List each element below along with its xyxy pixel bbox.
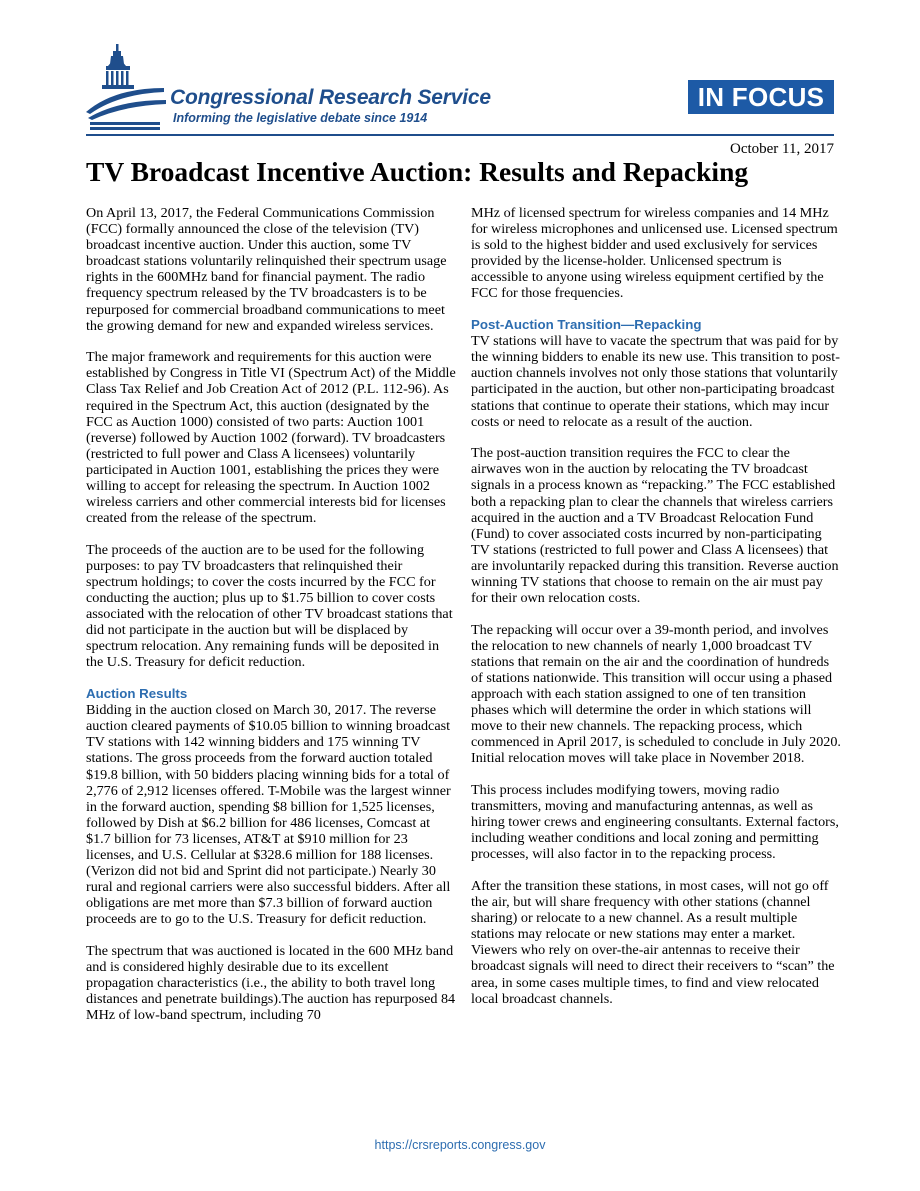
paragraph: This process includes modifying towers, moving radio transmitters, moving and manufacturing antennas, as well as hiring tower crews and engineering consultants. External factors, including weather conditions and local zoning and permitting processes, will also factor in to the repacking process.: [471, 782, 839, 863]
paragraph: The repacking will occur over a 39-month period, and involves the relocation to new channels of nearly 1,000 broadcast TV stations that remain on the air and the coordination of hundreds of stations nationwide. This transition will occur using a phased approach with each station assigned to one of ten transition phases which will determine the order in which stations will move to their new channels. The repacking process, which commenced in April 2017, is scheduled to conclude in July 2020. Initial relocation moves will take place in November 2018.: [471, 621, 841, 767]
paragraph: The spectrum that was auctioned is located in the 600 MHz band and is considered highly desirable due to its excellent propagation characteristics (i.e., the ability to both travel long distances and penetrate buildings).The auction has repurposed 84 MHz of low-band spectrum, including 70: [86, 942, 456, 1024]
in-focus-badge: IN FOCUS: [688, 80, 834, 114]
section-heading-auction-results: Auction Results: [86, 686, 188, 702]
left-column: [86, 205, 456, 1039]
paragraph: The post-auction transition requires the FCC to clear the airwaves won in the auction by relocating the TV broadcast signals in a process known as “repacking.” The FCC established both a repacking plan to clear the channels that wireless carriers acquired in the auction and a TV Broadcast Relocation Fund (Fund) to cover associated costs incurred by non-participating TV stations (restricted to full power and Class A licensees) that are involuntarily repacked during this transition. Reverse auction winning TV stations that choose to remain on the air must pay for their own relocation costs.: [471, 445, 839, 607]
paragraph: Bidding in the auction closed on March 30, 2017. The reverse auction cleared payments of $10.05 billion to winning broadcast TV stations with 142 winning bidders and 175 winning TV stations. The gross proceeds from the forward auction totaled $19.8 billion, with 50 bidders placing winning bids for a total of 2,776 of 2,912 licenses offered. T-Mobile was the largest winner in the forward auction, spending $8 billion for 1,525 licenses, followed by Dish at $6.2 billion for 486 licenses, Comcast at $1.7 billion for 73 licenses, AT&T at $910 million for 23 licenses, and U.S. Cellular at $328.6 million for 188 licenses. (Verizon did not bid and Sprint did not participate.) Nearly 30 rural and regional carriers were also successful bidders. After all obligations are met more than $7.3 billion of forward auction proceeds are to go to the U.S. Treasury for deficit reduction.: [86, 702, 451, 928]
paragraph: MHz of licensed spectrum for wireless companies and 14 MHz for wireless microphones and unlicensed use. Licensed spectrum is sold to the highest bidder and used exclusively for services provided by the license-holder. Unlicensed spectrum is accessible to anyone using wireless equipment certified by the FCC for those frequencies.: [471, 205, 838, 302]
header-divider: [86, 134, 834, 136]
publication-date: October 11, 2017: [729, 141, 834, 157]
footer-url-link[interactable]: https://crsreports.congress.gov: [374, 1138, 546, 1152]
paragraph: The major framework and requirements for this auction were established by Congress in Title VI (Spectrum Act) of the Middle Class Tax Relief and Job Creation Act of 2012 (P.L. 112-96). As required in the Spectrum Act, this auction (designated by the FCC as Auction 1000) consisted of two parts: Auction 1001 (reverse) followed by Auction 1002 (forward). TV broadcasters (restricted to full power and Class A licensees) voluntarily participated in Auction 1001, establishing the prices they were willing to accept for releasing the spectrum. In Auction 1002 wireless carriers and other commercial interests bid for licenses created from the release of the spectrum.: [86, 349, 456, 527]
paragraph: After the transition these stations, in most cases, will not go off the air, but will share frequency with other stations (channel sharing) or relocate to a new channel. As a result multiple stations may relocate or new stations may enter a market. Viewers who rely on over-the-air antennas to receive their broadcast signals will need to direct their receivers to “scan” the area, in some cases multiple times, to find and view relocated local broadcast channels.: [471, 877, 835, 1007]
right-column: [471, 205, 841, 1022]
org-tagline: Informing the legislative debate since 1914: [173, 111, 428, 125]
org-name: Congressional Research Service: [170, 86, 491, 109]
paragraph: The proceeds of the auction are to be used for the following purposes: to pay TV broadcasters that relinquished their spectrum holdings; to cover the costs incurred by the FCC for conducting the auction; plus up to $1.75 billion to cover costs associated with the relocation of other TV broadcast stations that did not participate in the auction but will be displaced by spectrum relocation. Any remaining funds will be deposited in the U.S. Treasury for deficit reduction.: [86, 541, 453, 671]
page-title: TV Broadcast Incentive Auction: Results and Repacking: [86, 156, 749, 187]
paragraph: On April 13, 2017, the Federal Communications Commission (FCC) formally announced the close of the television (TV) broadcast incentive auction. Under this auction, some TV broadcast stations voluntarily relinquished their spectrum usage rights in the 600MHz band for financial payment. The radio frequency spectrum released by the TV broadcasters is to be repurposed for commercial broadband communications to meet the growing demand for new and expanded wireless services.: [86, 205, 447, 334]
section-heading-repacking: Post-Auction Transition—Repacking: [471, 317, 702, 333]
paragraph: TV stations will have to vacate the spectrum that was paid for by the winning bidders to enable its new use. This transition to post-auction channels involves not only those stations that voluntarily participated in the auction, but other non-participating broadcast stations that continue to operate their stations, which may incur costs or need to relocate as a result of the auction.: [471, 333, 840, 430]
